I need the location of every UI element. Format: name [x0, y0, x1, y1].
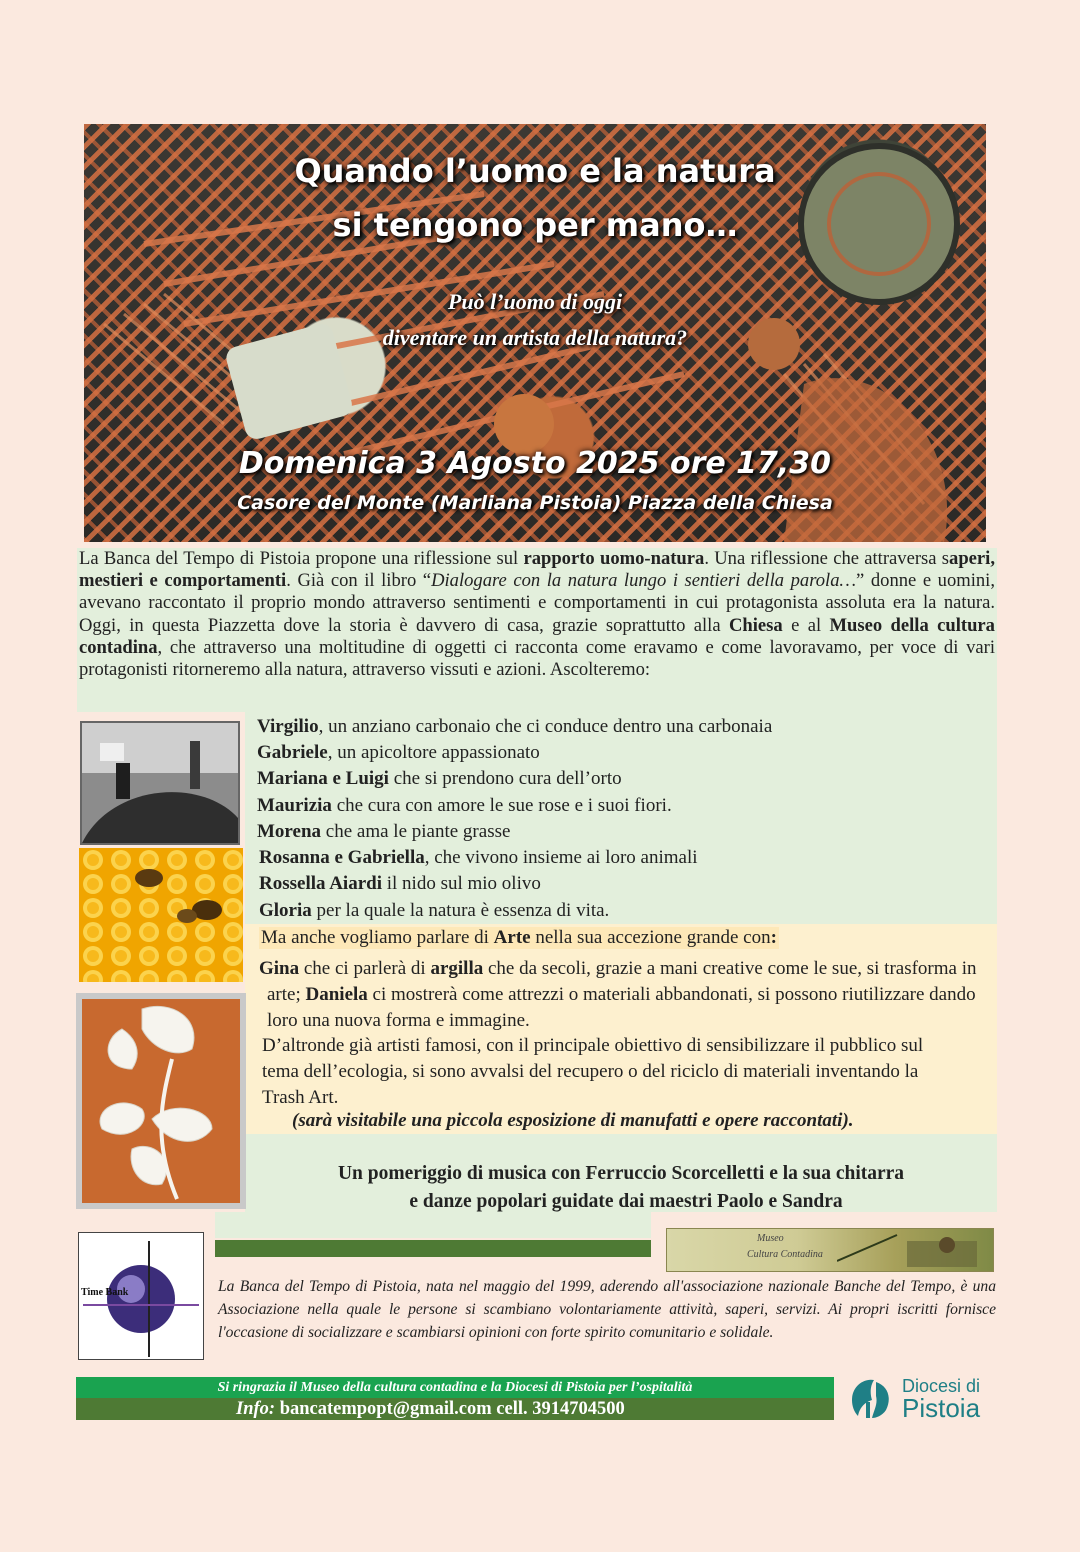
diocesi-pistoia-logo	[848, 1376, 998, 1422]
diocesi-emblem-icon	[848, 1376, 894, 1422]
diocesi-line2: Pistoia	[902, 1393, 981, 1423]
person-name: Rosanna e Gabriella	[259, 847, 425, 868]
list-item	[257, 716, 772, 738]
event-date: Domenica 3 Agosto 2025 ore 17,30	[238, 446, 832, 481]
event-title	[84, 144, 986, 252]
person-name: Mariana e Luigi	[257, 768, 389, 789]
art-text: ci mostrerà come attrezzi o materiali abbandonati, si possono riutilizzare dando loro una nuova forma e immagine.	[267, 983, 976, 1031]
intro-text: , che attraverso una moltitudine di oggetti ci racconta come eravamo e come lavoravamo, per voce di vari protagonisti ritorneremo alla natura, attraverso vissuti e azioni. Ascolteremo:	[79, 636, 995, 681]
event-title-line1: Quando l’uomo e la natura	[294, 152, 776, 190]
museo-logo-image	[837, 1231, 987, 1269]
person-name: Maurizia	[257, 795, 332, 816]
about-text: di Pistoia	[355, 1278, 417, 1295]
art-text: che da secoli, grazie a mani creative come le sue, si trasforma in arte;	[267, 958, 977, 1005]
museo-cultura-contadina-logo	[666, 1228, 994, 1272]
intro-text: La Banca del Tempo di Pistoia propone una riflessione sul	[79, 548, 524, 569]
person-name: Gloria	[259, 900, 312, 921]
flower-relief-image	[82, 999, 240, 1203]
intro-bold: Chiesa	[728, 614, 783, 636]
hero-artwork	[84, 124, 986, 542]
person-desc: , un apicoltore appassionato	[327, 742, 540, 763]
person-name: Morena	[257, 821, 322, 842]
person-desc: che si prendono cura dell’orto	[388, 768, 622, 789]
person-name: Virgilio	[257, 716, 319, 737]
artist-name: Daniela	[305, 983, 368, 1005]
trash-art-text: D’altronde già artisti famosi, con il principale obiettivo di sensibilizzare il pubblico sul tema dell’ecologia, si sono avvalsi del recupero o del riciclo di materiali inventando la Trash Art.	[262, 1035, 924, 1108]
person-desc: , un anziano carbonaio che ci conduce dentro una carbonaia	[318, 716, 773, 737]
list-item	[259, 847, 698, 869]
art-body	[259, 956, 989, 1111]
charcoal-kiln-image	[82, 723, 238, 843]
divider-bar	[215, 1240, 651, 1257]
honeycomb-image	[79, 848, 243, 982]
diocesi-line1: Diocesi di	[902, 1376, 981, 1396]
person-name: Rossella Aiardi	[259, 873, 382, 894]
art-intro-line	[259, 927, 779, 949]
intro-bold: rapporto uomo-natura	[523, 548, 705, 569]
music-line2: e danze popolari guidate dai maestri Paolo e Sandra	[409, 1191, 843, 1212]
event-subtitle-line2: diventare un artista della natura?	[382, 325, 688, 350]
art-text: che ci parlerà di	[299, 958, 431, 979]
person-desc: il nido sul mio olivo	[381, 873, 541, 894]
list-item	[257, 768, 622, 790]
art-colon: :	[770, 927, 777, 948]
list-item	[257, 795, 672, 817]
time-bank-label: Time Bank	[81, 1287, 129, 1298]
art-bold: argilla	[430, 958, 484, 979]
person-desc: per la quale la natura è essenza di vita.	[311, 900, 610, 921]
info-label: Info:	[236, 1399, 276, 1419]
about-text: , nata nel maggio del 1999, aderendo all'associazione nazionale Banche del Tempo, è una Associazione nella quale le persone si scambiano volontariamente attività, saperi, servizi. Ai propri iscritti fornisce l'occasione di socializzare e scambiarsi opinioni con forte spirito comunitario e solidale.	[218, 1278, 996, 1341]
thanks-bar: Si ringrazia il Museo della cultura contadina e la Diocesi di Pistoia per l’ospitalità	[76, 1377, 834, 1398]
person-desc: , che vivono insieme ai loro animali	[424, 847, 698, 868]
exhibition-note: (sarà visitabile una piccola esposizione di manufatti e opere raccontati).	[292, 1110, 854, 1131]
event-title-line2: si tengono per mano…	[332, 206, 738, 244]
intro-text: . Già con il libro “	[286, 570, 432, 592]
person-desc: che ama le piante grasse	[321, 821, 511, 842]
event-place: Casore del Monte (Marliana Pistoia) Piazza della Chiesa	[237, 492, 833, 514]
intro-text: e al	[782, 614, 830, 636]
person-name: Gabriele	[257, 742, 328, 763]
contact-info[interactable]: bancatempopt@gmail.com cell. 3914704500	[275, 1399, 625, 1419]
intro-bold: aperi, mestieri e comportamenti	[79, 548, 995, 592]
music-text	[245, 1160, 997, 1216]
about-association	[218, 1275, 996, 1344]
info-bar	[76, 1398, 834, 1420]
intro-paragraph	[77, 548, 997, 712]
list-item	[259, 873, 541, 895]
art-bold: Arte	[493, 927, 531, 948]
person-desc: che cura con amore le sue rose e i suoi fiori.	[331, 795, 672, 816]
museo-logo-line1: Museo	[757, 1233, 784, 1244]
list-item	[259, 900, 609, 922]
list-item	[257, 821, 510, 843]
honeycomb-bees-photo	[79, 848, 243, 982]
event-subtitle	[84, 284, 986, 356]
charcoal-kiln-photo	[80, 721, 240, 845]
time-bank-logo	[78, 1232, 204, 1360]
about-text: La Banca del Tempo	[218, 1278, 356, 1295]
artist-name: Gina	[259, 958, 300, 979]
art-text: nella sua accezione grande con	[530, 927, 771, 948]
art-text: Ma anche vogliamo parlare di	[261, 927, 494, 948]
green-strip	[215, 1212, 651, 1238]
book-title: Dialogare con la natura lungo i sentieri della parola…	[431, 570, 857, 592]
music-line1: Un pomeriggio di musica con Ferruccio Scorcelletti e la sua chitarra	[337, 1163, 905, 1184]
museo-logo-line2: Cultura Contadina	[747, 1249, 823, 1260]
list-item	[257, 742, 540, 764]
intro-bold: Museo della cultura contadina	[79, 614, 995, 658]
intro-text: . Una riflessione che attraversa s	[704, 548, 950, 569]
clay-flower-artwork	[76, 993, 246, 1209]
event-subtitle-line1: Può l’uomo di oggi	[447, 289, 623, 314]
intro-text: ” donne e uomini, avevano raccontato il proprio mondo attraverso sentimenti e comportamenti in cui protagonista assoluta era la natura. Oggi, in questa Piazzetta dove la storia è davvero di casa, grazie soprattutto alla	[79, 570, 995, 636]
